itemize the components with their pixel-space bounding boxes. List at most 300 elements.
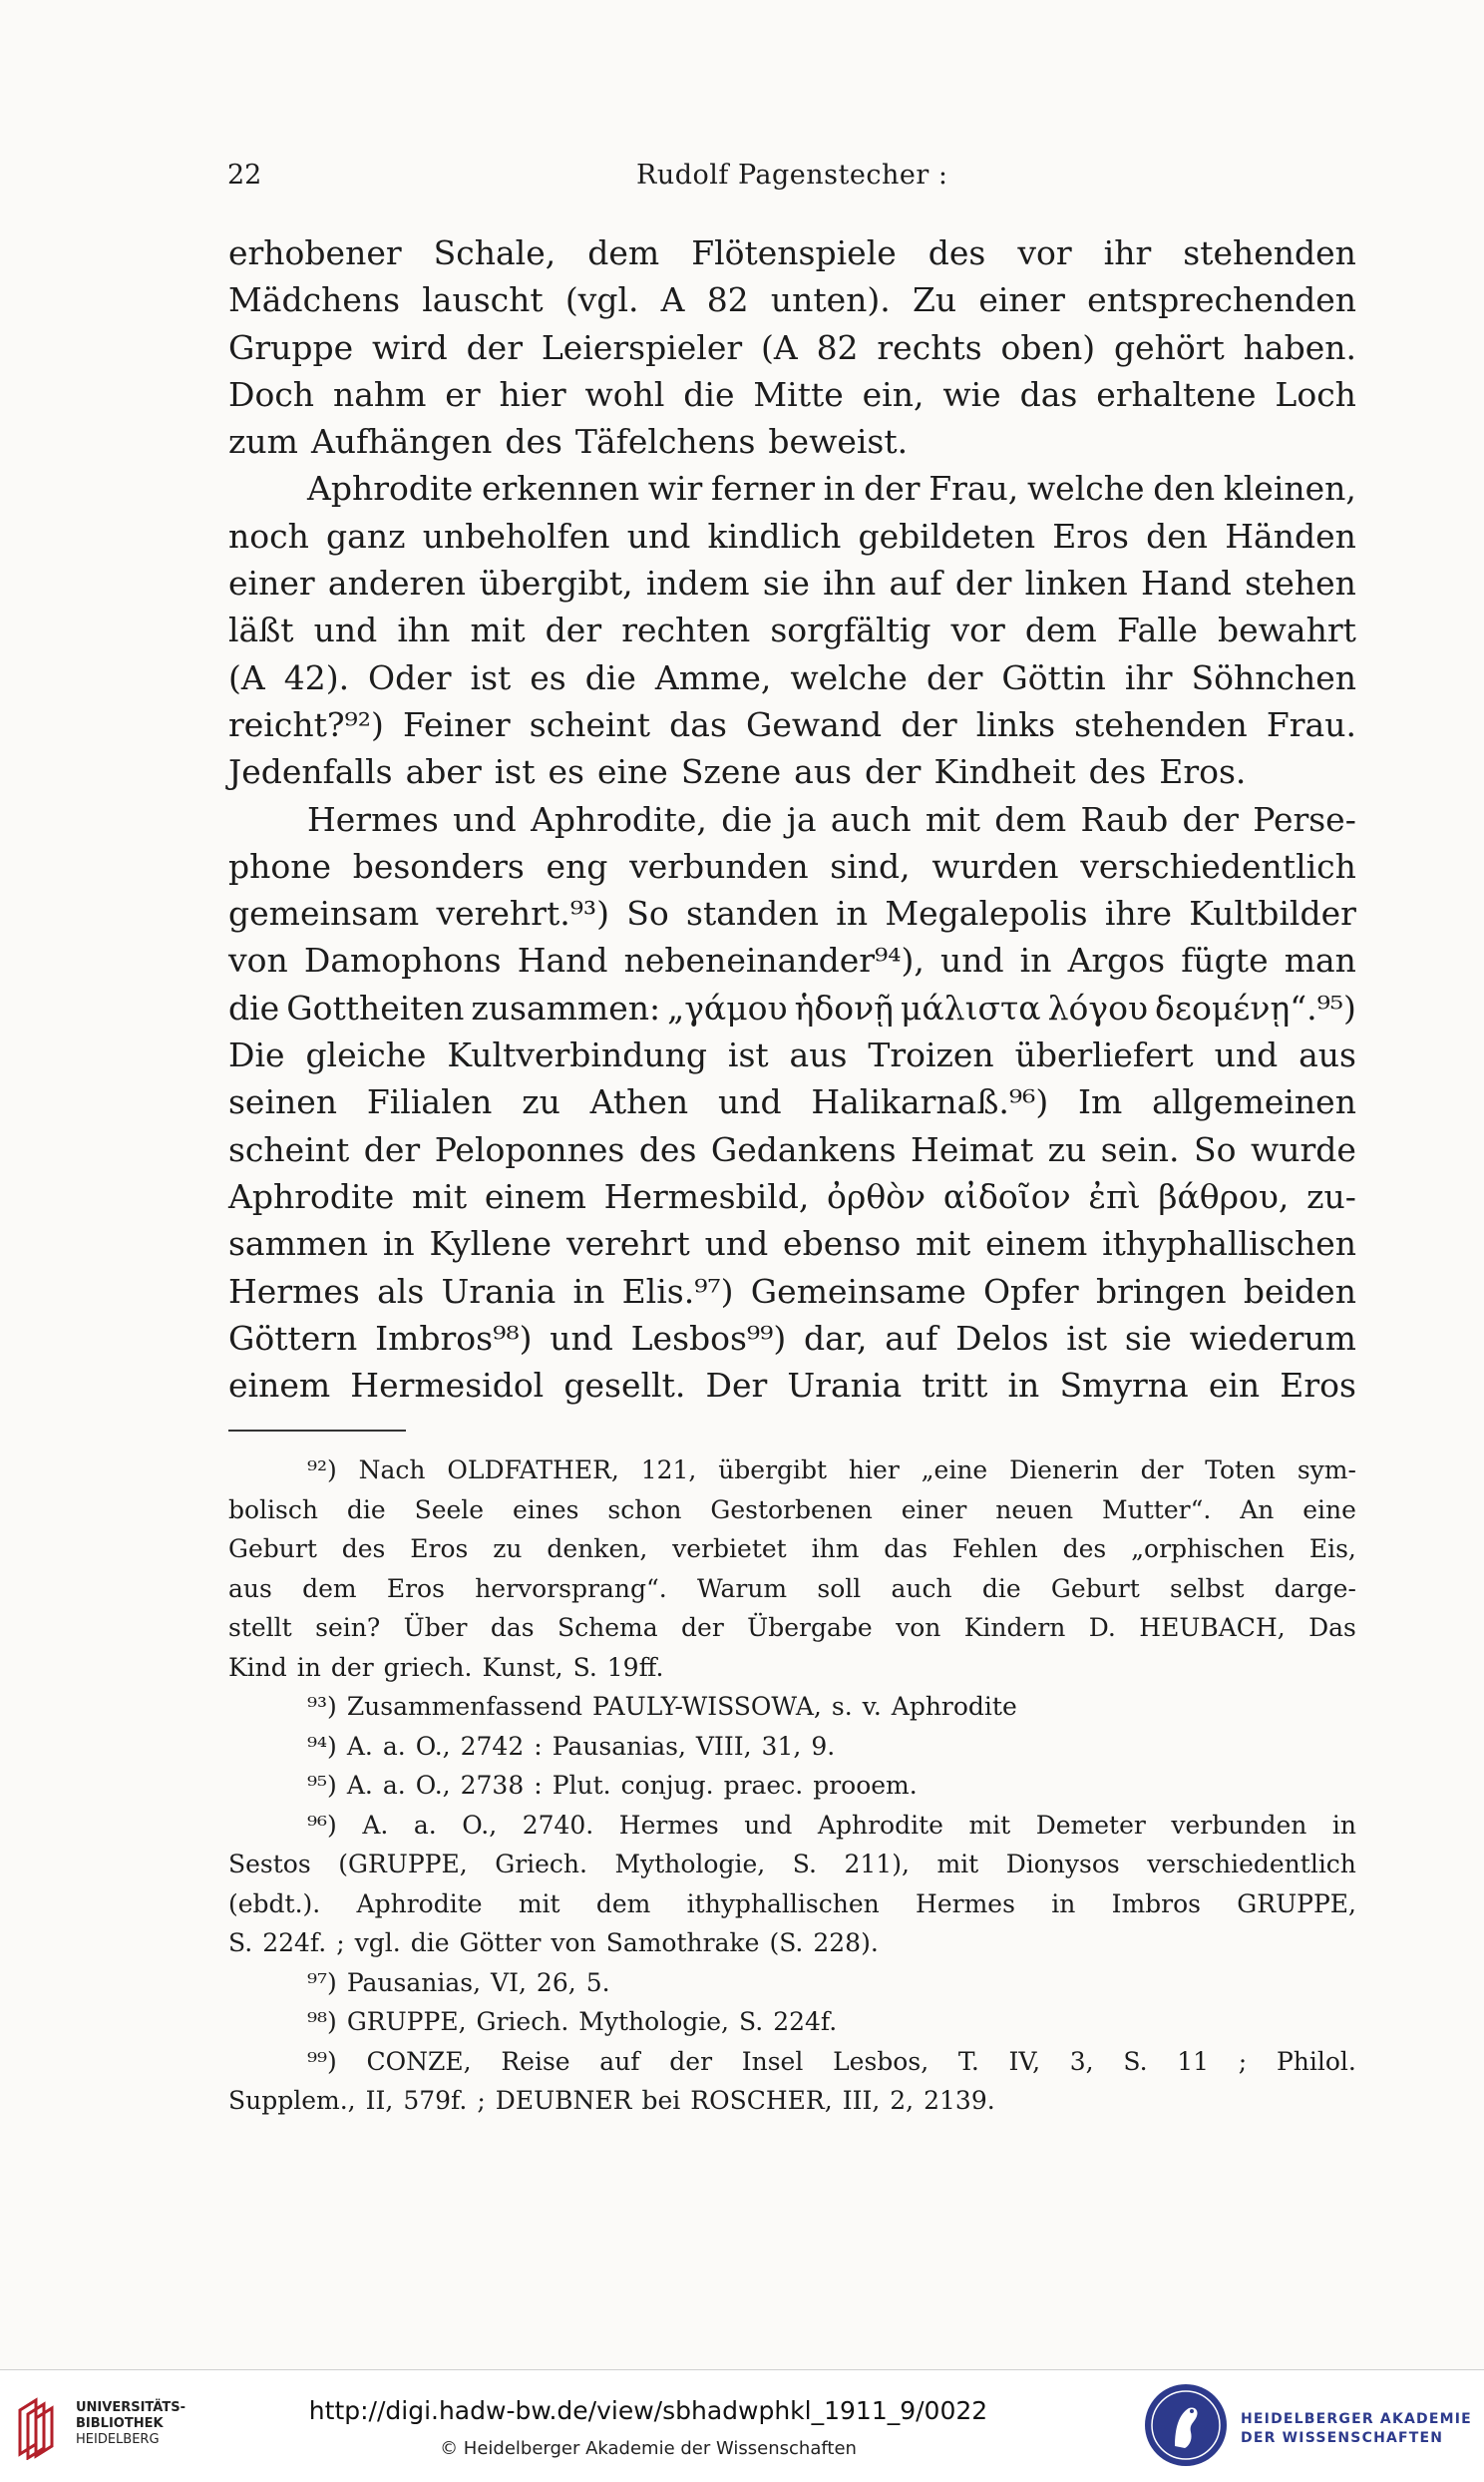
word: schon xyxy=(607,1494,682,1524)
word: S. xyxy=(739,2007,764,2036)
word: Lesbos, xyxy=(833,2046,929,2076)
body-text-line xyxy=(228,1315,1356,1362)
word: und xyxy=(939,941,1004,981)
footnote-line xyxy=(228,1806,1356,1846)
word: Hand xyxy=(1141,564,1232,604)
word: O., xyxy=(462,1810,498,1840)
word: beiden xyxy=(1243,1271,1356,1311)
word: Kindern xyxy=(963,1613,1066,1642)
word: Warum xyxy=(696,1573,788,1603)
word: Aufhängen xyxy=(310,422,493,462)
word: Hermes xyxy=(307,799,439,839)
word: in xyxy=(382,1224,415,1264)
word: a. xyxy=(382,1731,406,1761)
word: Argos xyxy=(1067,941,1166,981)
word: Toten xyxy=(1205,1455,1276,1484)
word: noch xyxy=(228,516,309,556)
running-head xyxy=(227,160,1358,204)
word: des xyxy=(638,1129,697,1169)
page-number: 22 xyxy=(227,160,262,191)
word: ithyphallischen xyxy=(686,1888,880,1918)
word: (S. xyxy=(769,1928,804,1957)
word: 2139. xyxy=(924,2086,995,2115)
word: kleinen, xyxy=(1223,469,1356,509)
word: ; xyxy=(1238,2046,1248,2076)
word: a. xyxy=(413,1810,437,1840)
word: II, xyxy=(365,2086,394,2115)
academy-logo[interactable] xyxy=(1145,2384,1474,2468)
word: sorgfältig xyxy=(770,611,931,650)
word: δεομένῃ“.⁹⁵) xyxy=(1155,988,1356,1028)
word: Loch xyxy=(1275,374,1356,414)
word: (vgl. xyxy=(564,280,639,320)
footnote-line xyxy=(228,1687,1356,1727)
word: dem xyxy=(587,233,660,272)
word: : xyxy=(534,1731,543,1761)
word: zum xyxy=(228,422,298,462)
word: Damophons xyxy=(303,941,502,981)
word: verbunden xyxy=(1171,1810,1307,1840)
word: des xyxy=(341,1534,386,1563)
body-text-line xyxy=(228,890,1356,937)
word: Händen xyxy=(1225,516,1356,556)
footnote-separator xyxy=(228,1430,406,1432)
word: Heimat xyxy=(911,1129,1034,1169)
word: „orphischen xyxy=(1131,1534,1285,1563)
word: es xyxy=(548,752,584,792)
body-text-line xyxy=(228,229,1356,276)
word: wir xyxy=(647,469,703,509)
word: Das xyxy=(1308,1613,1356,1642)
word: in xyxy=(1051,1888,1076,1918)
word: 211), xyxy=(844,1850,910,1878)
word: Aphrodite, xyxy=(531,799,707,839)
word: hier xyxy=(499,374,566,414)
word: Mädchens xyxy=(228,280,401,320)
word: Aphrodite xyxy=(891,1692,1017,1721)
word: in xyxy=(1331,1810,1356,1840)
word: Hermes xyxy=(618,1810,719,1840)
word: stehen xyxy=(1245,564,1356,604)
body-text-line xyxy=(228,796,1356,843)
word: der xyxy=(926,657,983,697)
word: sein? xyxy=(315,1613,381,1642)
footnote-line xyxy=(228,1648,1356,1688)
footnote-line xyxy=(228,1727,1356,1767)
word: ihm xyxy=(811,1534,860,1563)
word: DEUBNER xyxy=(495,2086,632,2115)
word: neuen xyxy=(995,1494,1074,1524)
word: und xyxy=(704,1224,769,1264)
footnotes xyxy=(228,1450,1356,2121)
word: ihn xyxy=(823,564,877,604)
word: eine xyxy=(596,752,668,792)
word: CONZE, xyxy=(366,2046,472,2076)
word: ἐπὶ xyxy=(1088,1176,1141,1216)
word: S. xyxy=(572,1652,597,1682)
word: 82 xyxy=(816,327,859,367)
word: ein xyxy=(1208,1366,1261,1406)
footnote-line xyxy=(228,2002,1356,2042)
word: λόγου xyxy=(1047,988,1149,1028)
word: Hermesbild, xyxy=(603,1176,810,1216)
word: Mutter“. xyxy=(1102,1494,1212,1524)
body-text xyxy=(228,229,1356,1409)
word: erhobener xyxy=(228,233,402,272)
word: das xyxy=(884,1534,928,1563)
word: Hermes xyxy=(228,1271,360,1311)
word: ihre xyxy=(1104,894,1172,934)
word: Delos xyxy=(955,1318,1049,1358)
word: lauscht xyxy=(422,280,544,320)
word: vor xyxy=(950,611,1005,650)
word: der xyxy=(864,469,921,509)
body-text-line xyxy=(228,985,1356,1032)
word: Übergabe xyxy=(747,1613,873,1642)
word: unbeholfen xyxy=(422,516,610,556)
word: Der xyxy=(705,1366,768,1406)
word: conjug. xyxy=(620,1771,714,1800)
word: übergibt xyxy=(718,1455,828,1484)
body-text-line xyxy=(228,324,1356,371)
word: verehrt xyxy=(565,1224,690,1264)
body-text-line xyxy=(228,418,1356,465)
footnote-line xyxy=(228,1923,1356,1963)
word: kindlich xyxy=(707,516,842,556)
word: der xyxy=(669,2046,713,2076)
word: der xyxy=(1140,1455,1184,1484)
word: mit xyxy=(470,611,526,650)
word: das xyxy=(1019,374,1078,414)
word: die xyxy=(346,1494,386,1524)
word: Amme, xyxy=(654,657,772,697)
word: Frau. xyxy=(1266,704,1356,744)
word: selbst xyxy=(1170,1573,1245,1603)
word: (GRUPPE, xyxy=(338,1850,468,1878)
body-text-line xyxy=(228,513,1356,560)
word: sind, xyxy=(830,846,911,886)
word: standen xyxy=(686,894,820,934)
word: ὀρθὸν xyxy=(827,1176,927,1216)
word: der xyxy=(545,611,602,650)
word: auch xyxy=(830,799,912,839)
word: ist xyxy=(1066,1318,1108,1358)
word: überliefert xyxy=(1014,1035,1194,1075)
word: ἡδονῇ xyxy=(794,988,894,1028)
word: Supplem., xyxy=(228,2086,356,2115)
word: : xyxy=(534,1771,543,1800)
word: und xyxy=(550,1318,613,1358)
word: besonders xyxy=(352,846,525,886)
word: einer xyxy=(901,1494,967,1524)
word: Eros. xyxy=(1159,752,1247,792)
word: Seele xyxy=(414,1494,485,1524)
word: Peloponnes xyxy=(434,1129,625,1169)
word: das xyxy=(490,1613,535,1642)
word: PAULY-WISSOWA, xyxy=(592,1692,822,1721)
word: vor xyxy=(1017,233,1072,272)
word: man xyxy=(1284,941,1356,981)
word: Opfer xyxy=(983,1271,1079,1311)
word: mit xyxy=(412,1176,468,1216)
word: Imbros xyxy=(1111,1888,1202,1918)
word: Lesbos⁹⁹) xyxy=(630,1318,787,1358)
word: Zusammenfassend xyxy=(346,1692,583,1721)
word: A xyxy=(660,280,685,320)
word: Kyllene xyxy=(429,1224,553,1264)
word: Eros xyxy=(386,1573,445,1603)
word: ferner xyxy=(710,469,816,509)
word: Megalepolis xyxy=(885,894,1088,934)
word: rechten xyxy=(621,611,751,650)
word: Aphrodite xyxy=(307,469,474,509)
word: (A xyxy=(228,657,265,697)
word: 82 xyxy=(706,280,749,320)
word: Flötenspiele xyxy=(691,233,897,272)
body-text-line xyxy=(228,1268,1356,1315)
body-text-line xyxy=(228,1220,1356,1267)
word: und xyxy=(717,1082,782,1122)
word: S. xyxy=(1123,2046,1148,2076)
word: Mythologie, xyxy=(614,1850,766,1878)
word: anderen xyxy=(327,564,467,604)
word: darge- xyxy=(1274,1573,1356,1603)
word: ist xyxy=(727,1035,769,1075)
word: Athen xyxy=(589,1082,689,1122)
word: der xyxy=(954,564,1012,604)
word: der xyxy=(466,327,523,367)
word: Troizen xyxy=(868,1035,994,1075)
word: aber xyxy=(405,752,482,792)
word: links xyxy=(975,704,1056,744)
word: auch xyxy=(891,1573,952,1603)
word: Eros xyxy=(1280,1366,1356,1406)
word: verbietet xyxy=(672,1534,787,1563)
word: der xyxy=(901,704,957,744)
word: Hermesidol xyxy=(350,1366,545,1406)
word: seinen xyxy=(228,1082,338,1122)
word: oben) xyxy=(1000,327,1096,367)
word: S. xyxy=(792,1850,817,1878)
footnote-line xyxy=(228,1608,1356,1648)
word: rechts xyxy=(877,327,982,367)
word: 42). xyxy=(283,657,350,697)
word: Schale, xyxy=(433,233,556,272)
body-text-line xyxy=(228,560,1356,607)
word: ; xyxy=(477,2086,486,2115)
word: Griech. xyxy=(495,1850,587,1878)
running-title: Rudolf Pagenstecher : xyxy=(636,160,948,191)
word: (ebdt.). xyxy=(228,1888,321,1918)
word: sym- xyxy=(1297,1455,1356,1484)
word: Hermes xyxy=(916,1888,1015,1918)
word: Gestorbenen xyxy=(710,1494,873,1524)
word: v. xyxy=(862,1692,882,1721)
word: OLDFATHER, xyxy=(447,1455,619,1484)
word: des xyxy=(505,422,562,462)
word: Smyrna xyxy=(1059,1366,1189,1406)
word: Frau, xyxy=(928,469,1019,509)
word: 2740. xyxy=(522,1810,594,1840)
word: Zu xyxy=(912,280,957,320)
word: und xyxy=(626,516,691,556)
word: sein. xyxy=(1100,1129,1180,1169)
word: wohl xyxy=(584,374,665,414)
word: indem xyxy=(645,564,750,604)
word: auf xyxy=(885,1318,938,1358)
word: nahm xyxy=(332,374,427,414)
body-text-line xyxy=(228,465,1356,512)
permalink-url[interactable]: http://digi.hadw-bw.de/view/sbhadwphkl_1911_9/0022 xyxy=(308,2396,988,2425)
word: gebildeten xyxy=(858,516,1036,556)
footnote-line xyxy=(228,1963,1356,2003)
word: Eis, xyxy=(1308,1534,1356,1563)
word: die xyxy=(584,657,636,697)
word: αἰδοῖον xyxy=(942,1176,1071,1216)
footnote-line xyxy=(228,1569,1356,1609)
word: aus xyxy=(1298,1035,1356,1075)
word: verschiedentlich xyxy=(1147,1850,1356,1878)
word: wiederum xyxy=(1189,1318,1356,1358)
word: A. xyxy=(346,1771,373,1800)
word: stehenden xyxy=(1074,704,1248,744)
footnote-line xyxy=(228,1845,1356,1884)
word: Gewand xyxy=(745,704,883,744)
word: Jedenfalls xyxy=(228,752,393,792)
word: stellt xyxy=(228,1613,292,1642)
word: ganz xyxy=(326,516,406,556)
word: Kunst, xyxy=(482,1652,563,1682)
word: Gedankens xyxy=(710,1129,897,1169)
word: übergibt, xyxy=(479,564,633,604)
word: Griech. xyxy=(476,2007,569,2036)
word: ⁹²) xyxy=(307,1455,337,1484)
word: einer xyxy=(978,280,1065,320)
word: gesellt. xyxy=(563,1366,686,1406)
word: βάθρου, xyxy=(1158,1176,1290,1216)
word: aus xyxy=(794,752,853,792)
word: Reise xyxy=(501,2046,570,2076)
word: Samothrake xyxy=(605,1928,760,1957)
word: ihr xyxy=(1124,657,1173,697)
word: „γάμου xyxy=(667,988,788,1028)
word: mit xyxy=(518,1888,560,1918)
word: die xyxy=(410,1928,450,1957)
word: So xyxy=(1194,1129,1237,1169)
footnote-line xyxy=(228,2042,1356,2082)
word: auf xyxy=(889,564,942,604)
word: Götter xyxy=(459,1928,542,1957)
word: verschiedentlich xyxy=(1080,846,1356,886)
word: dem xyxy=(1024,611,1097,650)
body-text-line xyxy=(228,937,1356,984)
word: ⁹³) xyxy=(307,1692,337,1721)
word: 121, xyxy=(640,1455,697,1484)
word: gleiche xyxy=(305,1035,427,1075)
academy-name xyxy=(1241,2410,1472,2448)
word: Plut. xyxy=(552,1771,611,1800)
word: ; xyxy=(336,1928,345,1957)
body-text-line xyxy=(228,371,1356,418)
word: die xyxy=(228,988,280,1028)
academy-name-line: HEIDELBERGER AKADEMIE xyxy=(1241,2411,1472,2427)
word: Leierspieler xyxy=(541,327,743,367)
word: O., xyxy=(415,1731,451,1761)
word: Pausanias, xyxy=(552,1731,686,1761)
word: GRUPPE, xyxy=(1237,1888,1356,1918)
word: ROSCHER, xyxy=(690,2086,833,2115)
footnote-line xyxy=(228,1450,1356,1490)
word: Demeter xyxy=(1035,1810,1146,1840)
word: zusammen: xyxy=(471,988,661,1028)
word: 579f. xyxy=(403,2086,468,2115)
word: erhaltene xyxy=(1096,374,1257,414)
word: zu xyxy=(1047,1129,1087,1169)
word: mit xyxy=(936,1850,979,1878)
word: 3, xyxy=(1069,2046,1094,2076)
word: bei xyxy=(641,2086,681,2115)
word: An xyxy=(1240,1494,1275,1524)
word: gehört xyxy=(1114,327,1225,367)
viewer-footer xyxy=(0,2369,1484,2482)
word: 2742 xyxy=(460,1731,525,1761)
word: O., xyxy=(415,1771,451,1800)
body-text-line xyxy=(228,1126,1356,1173)
word: in xyxy=(836,894,869,934)
word: stehenden xyxy=(1183,233,1356,272)
word: Oder xyxy=(368,657,452,697)
footnote-line xyxy=(228,2081,1356,2121)
word: er xyxy=(445,374,481,414)
word: allgemeinen xyxy=(1152,1082,1356,1122)
word: griech. xyxy=(383,1652,473,1682)
footnote-line xyxy=(228,1766,1356,1806)
word: wurden xyxy=(931,846,1059,886)
word: des xyxy=(928,233,986,272)
library-name-line: BIBLIOTHEK xyxy=(76,2416,164,2431)
word: 19ff. xyxy=(606,1652,664,1682)
word: Urania xyxy=(441,1271,556,1311)
word: den xyxy=(1153,469,1216,509)
word: Hand xyxy=(517,941,608,981)
library-name-line: UNIVERSITÄTS- xyxy=(76,2400,186,2415)
word: Filialen xyxy=(366,1082,493,1122)
body-text-line xyxy=(228,1173,1356,1220)
footnote-line xyxy=(228,1529,1356,1569)
word: a. xyxy=(382,1771,406,1800)
word: der xyxy=(1182,799,1239,839)
word: Über xyxy=(403,1613,468,1642)
word: die xyxy=(981,1573,1021,1603)
word: Die xyxy=(228,1035,285,1075)
word: Fehlen xyxy=(951,1534,1038,1563)
word: Kultverbindung xyxy=(447,1035,707,1075)
university-library-logo[interactable] xyxy=(14,2390,213,2466)
body-text-line xyxy=(228,654,1356,701)
copyright-notice: © Heidelberger Akademie der Wissenschaften xyxy=(440,2438,857,2459)
word: 5. xyxy=(585,1967,610,1997)
word: das xyxy=(669,704,727,744)
word: VIII, xyxy=(695,1731,752,1761)
word: Kultbilder xyxy=(1189,894,1356,934)
library-name-line: HEIDELBERG xyxy=(76,2432,160,2447)
word: D. xyxy=(1088,1613,1116,1642)
word: nebeneinander⁹⁴), xyxy=(623,941,925,981)
word: ⁹⁹) xyxy=(307,2046,337,2076)
word: 224f. xyxy=(262,1928,327,1957)
word: hier xyxy=(848,1455,900,1484)
word: welche xyxy=(1026,469,1145,509)
